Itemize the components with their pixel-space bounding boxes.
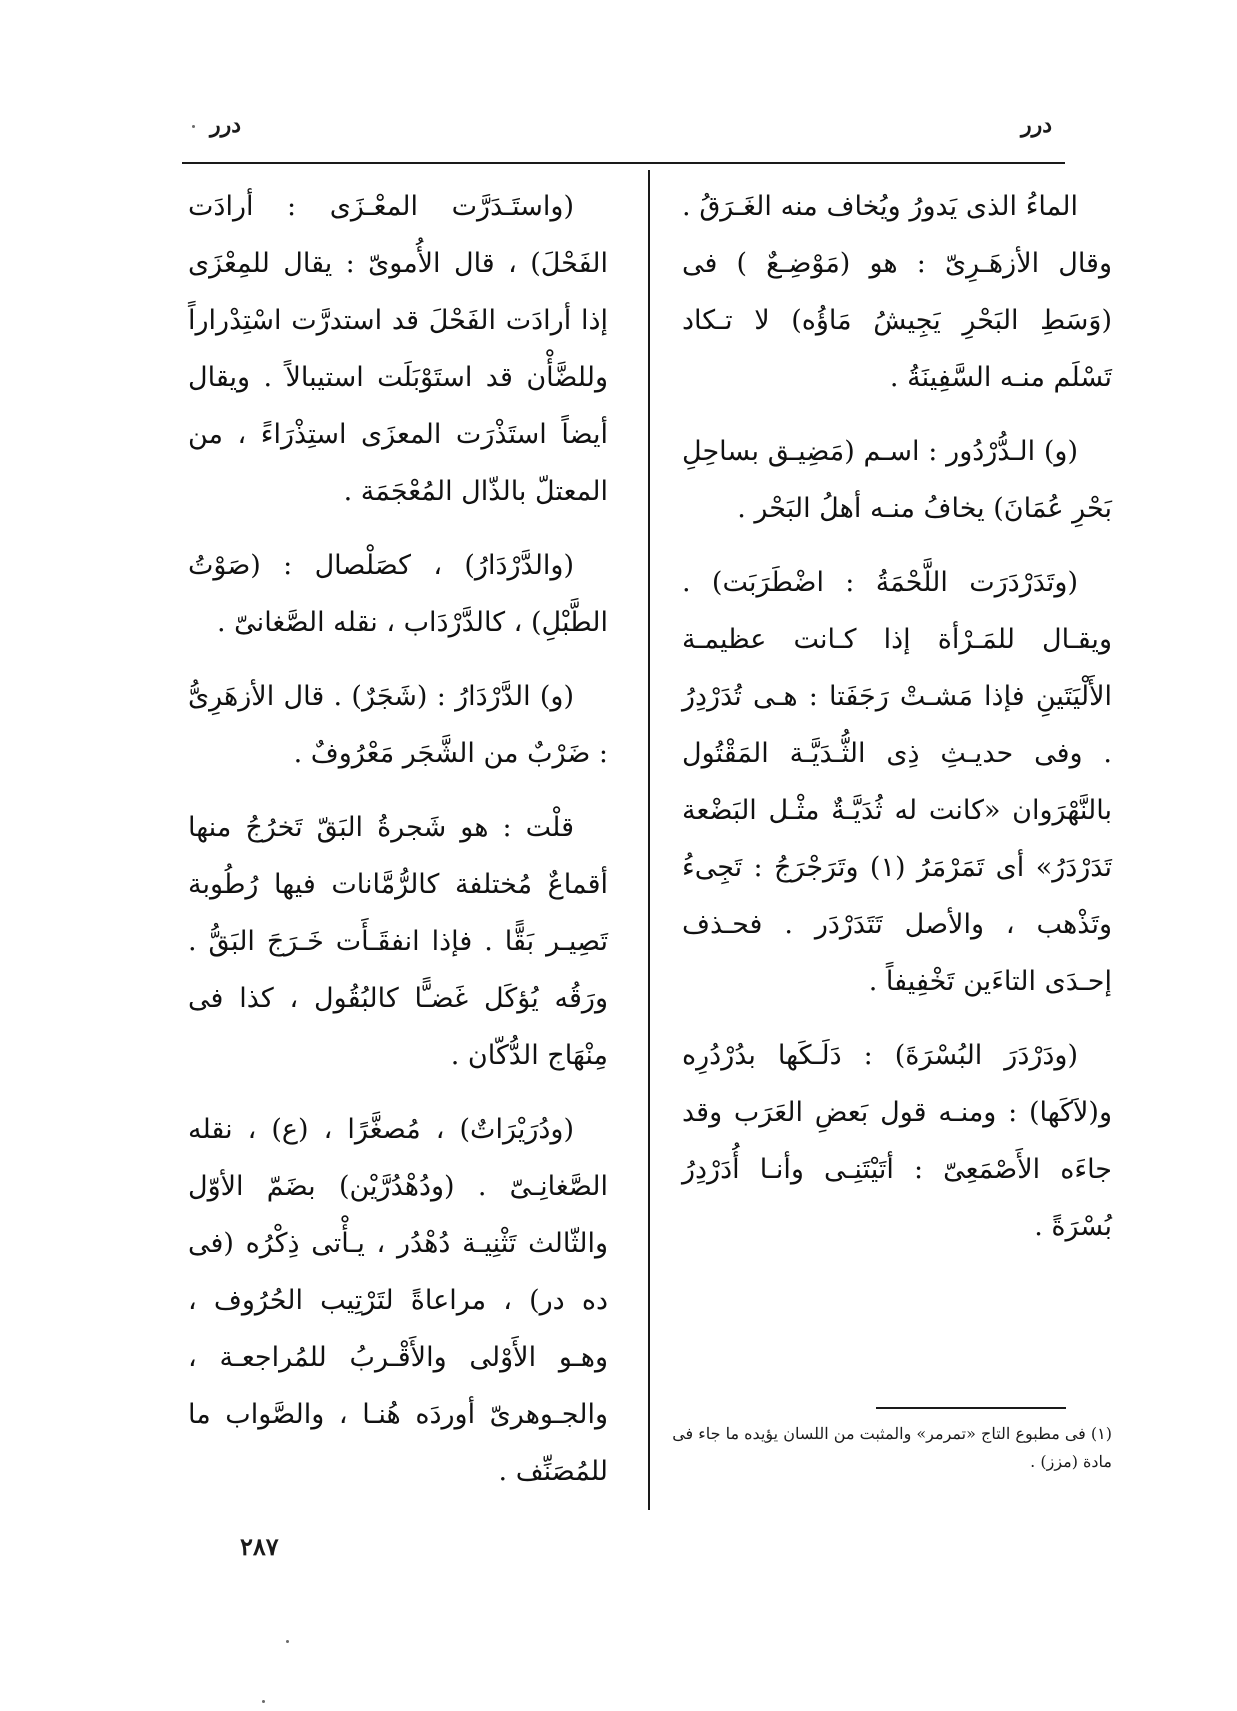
entry-paragraph: (و) الـدُّرْدُور : اسـم (مَضِيـق بساحِلِ بَحْرِ عُمَانَ) يخافُ منـه أهلُ البَحْر . — [682, 436, 1112, 524]
entry-paragraph: (ودَرْدَرَ البُسْرَةَ) : دَلَـكَها بدُرْدُرِه و(لاَكَها) : ومنـه قول بَعضِ العَرَب وقد جاءَه الأَصْمَعِىّ : أتَيْتَنِـى وأنـا أُدَرْدِرُ بُسْرَةً . — [682, 1040, 1112, 1242]
entry-paragraph: (ودُرَيْرَاتٌ) ، مُصغَّرًا ، (ع) ، نقله الصَّغانِـىّ . (ودُهْدُرَّيْن) بضَمّ الأوّل والثّالث تَثْنِيـة دُهْدُر ، يـأْتى ذِكْرُه (فى ده در) ، مراعاةً لتَرْتِيب الحُرُوف ، وهـو الأَوْلى والأَقْـربُ للمُراجعـة ، والجـوهرىّ أوردَه هُنـا ، والصَّواب ما للمُصَنِّف . — [188, 1114, 608, 1487]
left-column — [188, 178, 608, 1517]
entry-paragraph: (وتَدَرْدَرَت اللَّحْمَةُ : اضْطَرَبَت) . ويقـال للمَـرْأة إذا كـانت عظيمـة الأَلْيَتَينِ فإذا مَشـتْ رَجَفَتا : هـى تُدَرْدِرُ . وفى حديـثِ ذِى الثُّـدَيَّـة المَقْتُول بالنَّهْرَوان «كانت له ثُدَيَّـةٌ مثْـل البَضْعة تَدَرْدَرُ» أى تَمَرْمَرُ (١) وتَرَجْرَجُ : تَجِىءُ وتَذْهب ، والأصل تَتَدَرْدَر . فحـذف إحـدَى التاءَين تَخْفِيفاً . — [682, 567, 1112, 997]
entry-paragraph: (والدَّرْدَارُ) ، كصَلْصال : (صَوْتُ الطَّبْلِ) ، كالدَّرْدَاب ، نقله الصَّغانىّ . — [188, 550, 608, 638]
running-head-left: درر — [210, 112, 242, 138]
footnote-rule — [876, 1407, 1066, 1409]
entry-paragraph: (و) الدَّرْدَارُ : (شَجَرٌ) . قال الأزهَرِىُّ : ضَرْبٌ من الشَّجَر مَعْرُوفٌ . — [188, 681, 608, 769]
entry-paragraph: الماءُ الذى يَدورُ ويُخاف منه الغَـرَقُ . وقال الأزهَـرِىّ : هو (مَوْضِـعٌ ) فى (وَسَطِ البَحْرِ يَجِيشُ مَاؤُه) لا تـكاد تَسْلَم منـه السَّفِينَةُ . — [682, 191, 1112, 393]
column-divider — [648, 170, 650, 1510]
scan-speck — [262, 1700, 265, 1703]
running-head-right: درر — [1020, 112, 1052, 138]
footnote: (١) فى مطبوع التاج «تمرمر» والمثبت من اللسان يؤيده ما جاء فى مادة (مزز) . — [672, 1424, 1112, 1471]
entry-paragraph: (واستَـدَرَّت المعْـزَى : أرادَت الفَحْلَ) ، قال الأُموىّ : يقال للمِعْزَى إذا أرادَت الفَحْلَ قد استدرَّت اسْتِدْراراً وللضَّأْن قد استَوْبَلَت استيبالاً . ويقال أيضاً استَذْرَت المعزَى استِذْرَاءً ، من المعتلّ بالذّال المُعْجَمَة . — [188, 191, 608, 507]
scan-speck — [192, 125, 195, 128]
header-rule — [182, 162, 1065, 164]
entry-paragraph: قلْت : هو شَجرةُ البَقّ تَخرُجُ منها أقماعٌ مُختلفة كالرُّمَّانات فيها رُطُوبة تَصِيـر بَقًّا . فإذا انفقَـأَت خَـرَجَ البَقُّ . ورَقُه يُؤكَل غَضـًّا كالبُقُول ، كذا فى مِنْهَاج الدُّكّان . — [188, 812, 608, 1071]
scan-speck — [286, 1640, 289, 1643]
right-column — [682, 178, 1112, 1272]
page-number: ٢٨٧ — [240, 1532, 279, 1561]
